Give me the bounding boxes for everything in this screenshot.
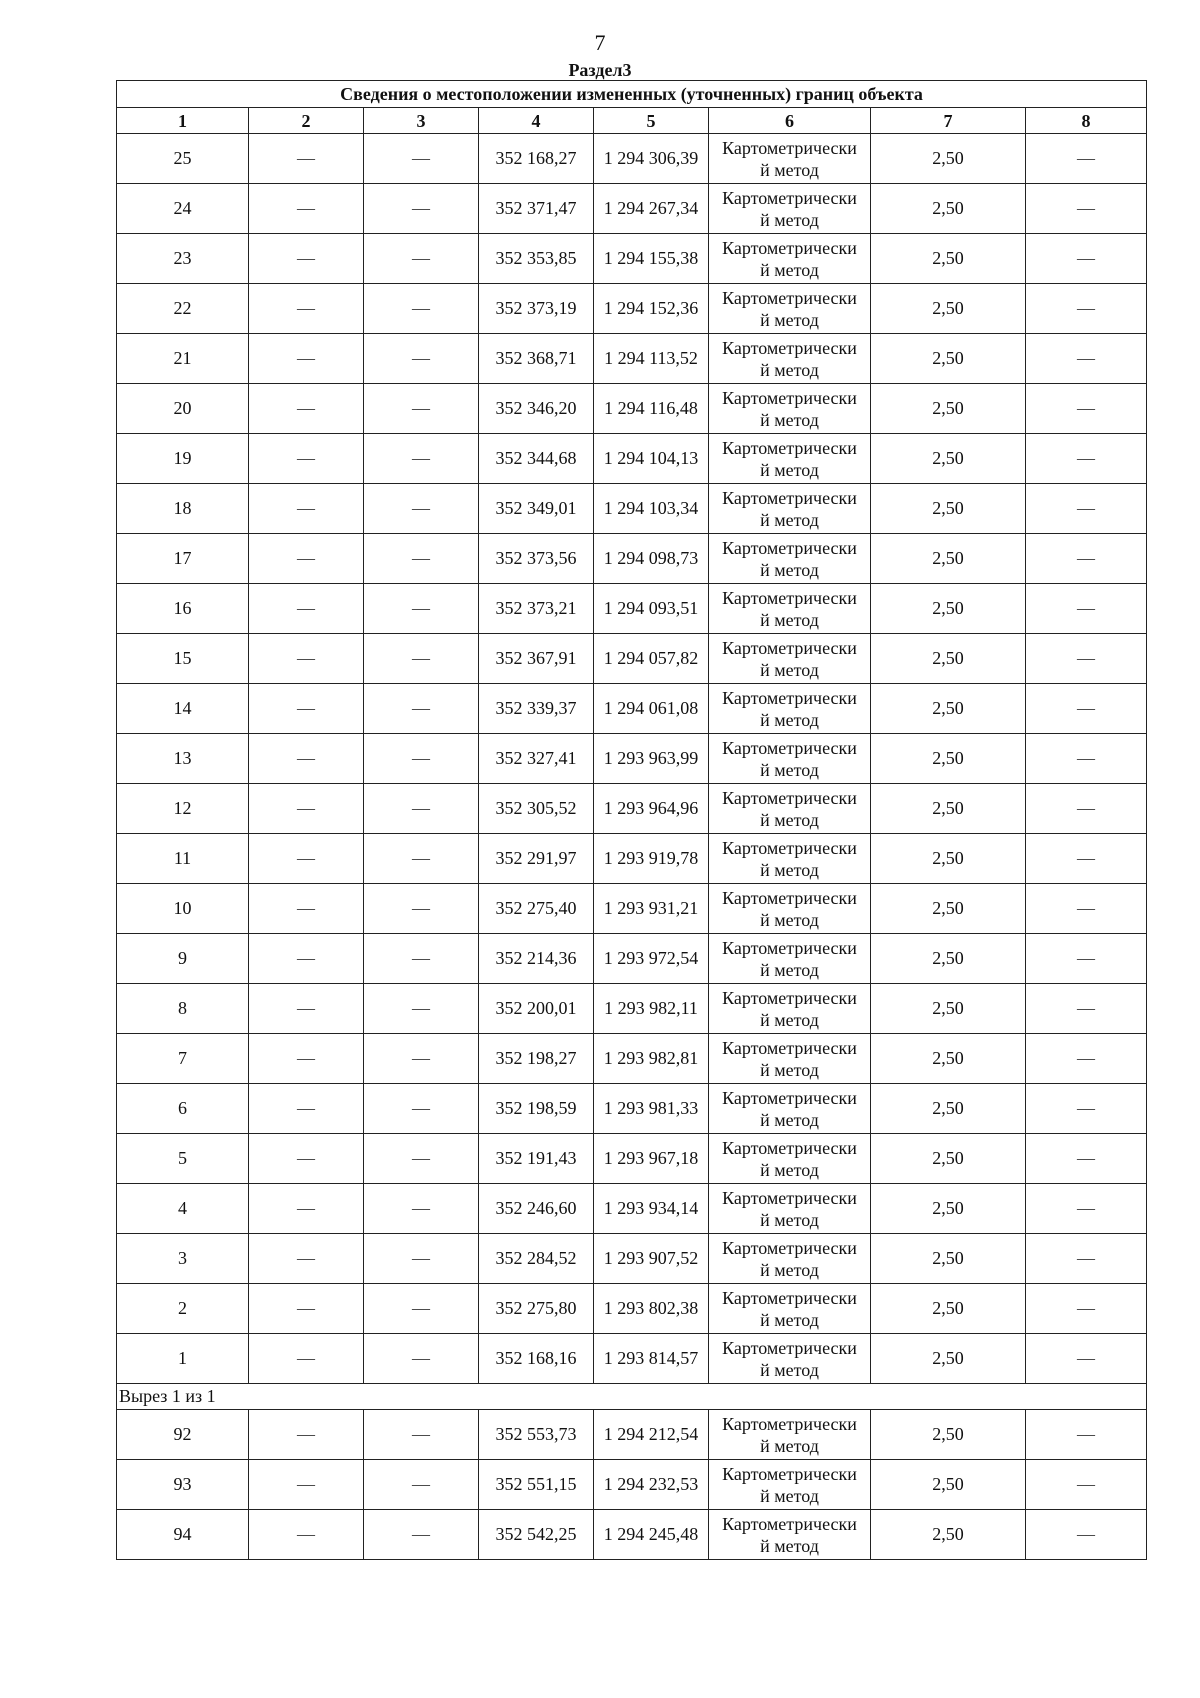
empty-dash-cell: — bbox=[1026, 1184, 1147, 1234]
method-cell bbox=[709, 1134, 871, 1184]
table-row bbox=[117, 834, 1147, 884]
point-number-cell: 16 bbox=[117, 584, 249, 634]
accuracy-cell: 2,50 bbox=[871, 134, 1026, 184]
column-header: 7 bbox=[871, 108, 1026, 134]
method-cell bbox=[709, 534, 871, 584]
empty-dash-cell: — bbox=[249, 1234, 364, 1284]
coordinate-y-cell: 1 294 306,39 bbox=[594, 134, 709, 184]
accuracy-cell: 2,50 bbox=[871, 1134, 1026, 1184]
table-row bbox=[117, 1034, 1147, 1084]
method-text: Картометрически й метод bbox=[722, 637, 857, 680]
empty-dash-cell: — bbox=[249, 1134, 364, 1184]
method-text: Картометрически й метод bbox=[722, 187, 857, 230]
empty-dash-cell: — bbox=[364, 1034, 479, 1084]
coordinate-x-cell: 352 373,21 bbox=[479, 584, 594, 634]
coordinate-x-cell: 352 191,43 bbox=[479, 1134, 594, 1184]
empty-dash-cell: — bbox=[249, 1410, 364, 1460]
column-header: 3 bbox=[364, 108, 479, 134]
method-cell bbox=[709, 784, 871, 834]
empty-dash-cell: — bbox=[249, 1284, 364, 1334]
method-text: Картометрически й метод bbox=[722, 737, 857, 780]
method-cell bbox=[709, 1510, 871, 1560]
empty-dash-cell: — bbox=[249, 284, 364, 334]
point-number-cell: 25 bbox=[117, 134, 249, 184]
accuracy-cell: 2,50 bbox=[871, 1334, 1026, 1384]
empty-dash-cell: — bbox=[364, 234, 479, 284]
method-cell bbox=[709, 434, 871, 484]
coordinate-y-cell: 1 294 093,51 bbox=[594, 584, 709, 634]
table-row bbox=[117, 1334, 1147, 1384]
empty-dash-cell: — bbox=[1026, 734, 1147, 784]
method-text: Картометрически й метод bbox=[722, 987, 857, 1030]
method-cell bbox=[709, 1284, 871, 1334]
coordinate-y-cell: 1 293 931,21 bbox=[594, 884, 709, 934]
empty-dash-cell: — bbox=[1026, 684, 1147, 734]
coordinate-y-cell: 1 293 802,38 bbox=[594, 1284, 709, 1334]
method-cell bbox=[709, 134, 871, 184]
method-cell bbox=[709, 584, 871, 634]
empty-dash-cell: — bbox=[1026, 1510, 1147, 1560]
method-text: Картометрически й метод bbox=[722, 587, 857, 630]
coordinate-x-cell: 352 305,52 bbox=[479, 784, 594, 834]
empty-dash-cell: — bbox=[1026, 984, 1147, 1034]
empty-dash-cell: — bbox=[364, 434, 479, 484]
page-number: 7 bbox=[594, 30, 606, 55]
empty-dash-cell: — bbox=[364, 284, 479, 334]
point-number-cell: 24 bbox=[117, 184, 249, 234]
empty-dash-cell: — bbox=[249, 434, 364, 484]
accuracy-cell: 2,50 bbox=[871, 984, 1026, 1034]
method-text: Картометрически й метод bbox=[722, 337, 857, 380]
empty-dash-cell: — bbox=[364, 1460, 479, 1510]
empty-dash-cell: — bbox=[1026, 184, 1147, 234]
empty-dash-cell: — bbox=[1026, 534, 1147, 584]
empty-dash-cell: — bbox=[249, 834, 364, 884]
coordinate-y-cell: 1 293 972,54 bbox=[594, 934, 709, 984]
method-text: Картометрически й метод bbox=[722, 1413, 857, 1456]
empty-dash-cell: — bbox=[1026, 834, 1147, 884]
method-text: Картометрически й метод bbox=[722, 837, 857, 880]
column-header: 4 bbox=[479, 108, 594, 134]
method-text: Картометрически й метод bbox=[722, 1237, 857, 1280]
table-row bbox=[117, 934, 1147, 984]
coordinates-table bbox=[116, 80, 1147, 1560]
method-cell bbox=[709, 734, 871, 784]
table-row bbox=[117, 534, 1147, 584]
method-cell bbox=[709, 1084, 871, 1134]
accuracy-cell: 2,50 bbox=[871, 184, 1026, 234]
method-text: Картометрически й метод bbox=[722, 1087, 857, 1130]
accuracy-cell: 2,50 bbox=[871, 284, 1026, 334]
accuracy-cell: 2,50 bbox=[871, 834, 1026, 884]
method-text: Картометрически й метод bbox=[722, 1037, 857, 1080]
accuracy-cell: 2,50 bbox=[871, 434, 1026, 484]
coordinate-y-cell: 1 294 061,08 bbox=[594, 684, 709, 734]
method-text: Картометрически й метод bbox=[722, 1463, 857, 1506]
method-cell bbox=[709, 1034, 871, 1084]
method-cell bbox=[709, 1410, 871, 1460]
point-number-cell: 1 bbox=[117, 1334, 249, 1384]
table-body bbox=[117, 81, 1147, 1560]
method-text: Картометрически й метод bbox=[722, 537, 857, 580]
method-text: Картометрически й метод bbox=[722, 787, 857, 830]
table-row bbox=[117, 334, 1147, 384]
method-text: Картометрически й метод bbox=[722, 937, 857, 980]
accuracy-cell: 2,50 bbox=[871, 584, 1026, 634]
empty-dash-cell: — bbox=[1026, 1084, 1147, 1134]
method-text: Картометрически й метод bbox=[722, 1187, 857, 1230]
empty-dash-cell: — bbox=[249, 1510, 364, 1560]
accuracy-cell: 2,50 bbox=[871, 684, 1026, 734]
table-row bbox=[117, 1134, 1147, 1184]
point-number-cell: 23 bbox=[117, 234, 249, 284]
empty-dash-cell: — bbox=[249, 884, 364, 934]
empty-dash-cell: — bbox=[249, 784, 364, 834]
coordinate-y-cell: 1 294 155,38 bbox=[594, 234, 709, 284]
table-row bbox=[117, 684, 1147, 734]
empty-dash-cell: — bbox=[1026, 134, 1147, 184]
coordinate-y-cell: 1 293 982,81 bbox=[594, 1034, 709, 1084]
coordinate-x-cell: 352 373,19 bbox=[479, 284, 594, 334]
coordinate-x-cell: 352 275,40 bbox=[479, 884, 594, 934]
empty-dash-cell: — bbox=[364, 1234, 479, 1284]
empty-dash-cell: — bbox=[1026, 384, 1147, 434]
column-header: 6 bbox=[709, 108, 871, 134]
coordinate-x-cell: 352 542,25 bbox=[479, 1510, 594, 1560]
table-caption-row bbox=[117, 81, 1147, 108]
method-cell bbox=[709, 834, 871, 884]
method-text: Картометрически й метод bbox=[722, 237, 857, 280]
empty-dash-cell: — bbox=[1026, 234, 1147, 284]
empty-dash-cell: — bbox=[249, 1034, 364, 1084]
empty-dash-cell: — bbox=[364, 1284, 479, 1334]
coordinate-y-cell: 1 293 967,18 bbox=[594, 1134, 709, 1184]
empty-dash-cell: — bbox=[364, 784, 479, 834]
table-row bbox=[117, 1460, 1147, 1510]
method-cell bbox=[709, 334, 871, 384]
method-text: Картометрически й метод bbox=[722, 687, 857, 730]
table-row bbox=[117, 1084, 1147, 1134]
coordinate-y-cell: 1 294 103,34 bbox=[594, 484, 709, 534]
empty-dash-cell: — bbox=[1026, 634, 1147, 684]
method-text: Картометрически й метод bbox=[722, 287, 857, 330]
method-cell bbox=[709, 884, 871, 934]
empty-dash-cell: — bbox=[364, 884, 479, 934]
empty-dash-cell: — bbox=[1026, 1134, 1147, 1184]
coordinate-x-cell: 352 349,01 bbox=[479, 484, 594, 534]
table-row bbox=[117, 284, 1147, 334]
coordinate-x-cell: 352 198,59 bbox=[479, 1084, 594, 1134]
empty-dash-cell: — bbox=[1026, 784, 1147, 834]
coordinate-y-cell: 1 293 982,11 bbox=[594, 984, 709, 1034]
point-number-cell: 12 bbox=[117, 784, 249, 834]
coordinate-x-cell: 352 339,37 bbox=[479, 684, 594, 734]
method-text: Картометрически й метод bbox=[722, 1137, 857, 1180]
point-number-cell: 11 bbox=[117, 834, 249, 884]
empty-dash-cell: — bbox=[364, 584, 479, 634]
empty-dash-cell: — bbox=[364, 1410, 479, 1460]
table-row bbox=[117, 434, 1147, 484]
empty-dash-cell: — bbox=[1026, 934, 1147, 984]
method-text: Картометрически й метод bbox=[722, 1337, 857, 1380]
table-row bbox=[117, 234, 1147, 284]
empty-dash-cell: — bbox=[1026, 1460, 1147, 1510]
method-cell bbox=[709, 634, 871, 684]
column-header: 2 bbox=[249, 108, 364, 134]
empty-dash-cell: — bbox=[1026, 1034, 1147, 1084]
method-cell bbox=[709, 1234, 871, 1284]
coordinate-y-cell: 1 294 267,34 bbox=[594, 184, 709, 234]
coordinate-y-cell: 1 293 919,78 bbox=[594, 834, 709, 884]
empty-dash-cell: — bbox=[249, 734, 364, 784]
coordinate-x-cell: 352 246,60 bbox=[479, 1184, 594, 1234]
empty-dash-cell: — bbox=[364, 1184, 479, 1234]
section-title: Раздел3 bbox=[568, 60, 632, 80]
point-number-cell: 17 bbox=[117, 534, 249, 584]
empty-dash-cell: — bbox=[249, 934, 364, 984]
coordinate-y-cell: 1 294 113,52 bbox=[594, 334, 709, 384]
accuracy-cell: 2,50 bbox=[871, 1460, 1026, 1510]
column-header-row bbox=[117, 108, 1147, 134]
empty-dash-cell: — bbox=[1026, 334, 1147, 384]
table-row bbox=[117, 1284, 1147, 1334]
empty-dash-cell: — bbox=[249, 634, 364, 684]
point-number-cell: 8 bbox=[117, 984, 249, 1034]
table-row bbox=[117, 1410, 1147, 1460]
empty-dash-cell: — bbox=[249, 134, 364, 184]
point-number-cell: 10 bbox=[117, 884, 249, 934]
accuracy-cell: 2,50 bbox=[871, 1410, 1026, 1460]
empty-dash-cell: — bbox=[364, 1510, 479, 1560]
point-number-cell: 5 bbox=[117, 1134, 249, 1184]
empty-dash-cell: — bbox=[1026, 484, 1147, 534]
coordinate-x-cell: 352 353,85 bbox=[479, 234, 594, 284]
table-row bbox=[117, 734, 1147, 784]
accuracy-cell: 2,50 bbox=[871, 384, 1026, 434]
accuracy-cell: 2,50 bbox=[871, 634, 1026, 684]
cutout-row bbox=[117, 1384, 1147, 1410]
point-number-cell: 6 bbox=[117, 1084, 249, 1134]
method-text: Картометрически й метод bbox=[722, 487, 857, 530]
coordinate-y-cell: 1 293 981,33 bbox=[594, 1084, 709, 1134]
method-cell bbox=[709, 284, 871, 334]
accuracy-cell: 2,50 bbox=[871, 484, 1026, 534]
coordinate-x-cell: 352 327,41 bbox=[479, 734, 594, 784]
empty-dash-cell: — bbox=[364, 1134, 479, 1184]
point-number-cell: 93 bbox=[117, 1460, 249, 1510]
method-text: Картометрически й метод bbox=[722, 137, 857, 180]
coordinate-x-cell: 352 200,01 bbox=[479, 984, 594, 1034]
coordinate-y-cell: 1 294 104,13 bbox=[594, 434, 709, 484]
coordinate-y-cell: 1 294 098,73 bbox=[594, 534, 709, 584]
empty-dash-cell: — bbox=[249, 234, 364, 284]
accuracy-cell: 2,50 bbox=[871, 1184, 1026, 1234]
method-text: Картометрически й метод bbox=[722, 887, 857, 930]
point-number-cell: 3 bbox=[117, 1234, 249, 1284]
table-row bbox=[117, 1184, 1147, 1234]
empty-dash-cell: — bbox=[364, 384, 479, 434]
accuracy-cell: 2,50 bbox=[871, 234, 1026, 284]
empty-dash-cell: — bbox=[249, 184, 364, 234]
empty-dash-cell: — bbox=[364, 1084, 479, 1134]
coordinate-x-cell: 352 551,15 bbox=[479, 1460, 594, 1510]
empty-dash-cell: — bbox=[249, 1334, 364, 1384]
coordinate-x-cell: 352 214,36 bbox=[479, 934, 594, 984]
empty-dash-cell: — bbox=[1026, 1334, 1147, 1384]
method-cell bbox=[709, 234, 871, 284]
empty-dash-cell: — bbox=[1026, 884, 1147, 934]
table-row bbox=[117, 484, 1147, 534]
coordinate-x-cell: 352 346,20 bbox=[479, 384, 594, 434]
coordinate-x-cell: 352 275,80 bbox=[479, 1284, 594, 1334]
empty-dash-cell: — bbox=[249, 1184, 364, 1234]
accuracy-cell: 2,50 bbox=[871, 534, 1026, 584]
coordinate-y-cell: 1 294 057,82 bbox=[594, 634, 709, 684]
table-row bbox=[117, 384, 1147, 434]
empty-dash-cell: — bbox=[364, 734, 479, 784]
table-row bbox=[117, 1234, 1147, 1284]
coordinate-y-cell: 1 293 907,52 bbox=[594, 1234, 709, 1284]
empty-dash-cell: — bbox=[249, 384, 364, 434]
point-number-cell: 13 bbox=[117, 734, 249, 784]
method-cell bbox=[709, 484, 871, 534]
point-number-cell: 94 bbox=[117, 1510, 249, 1560]
column-header: 5 bbox=[594, 108, 709, 134]
empty-dash-cell: — bbox=[1026, 1234, 1147, 1284]
coordinate-x-cell: 352 371,47 bbox=[479, 184, 594, 234]
coordinate-y-cell: 1 294 116,48 bbox=[594, 384, 709, 434]
coordinate-x-cell: 352 168,16 bbox=[479, 1334, 594, 1384]
accuracy-cell: 2,50 bbox=[871, 1234, 1026, 1284]
method-text: Картометрически й метод bbox=[722, 387, 857, 430]
point-number-cell: 15 bbox=[117, 634, 249, 684]
empty-dash-cell: — bbox=[249, 534, 364, 584]
empty-dash-cell: — bbox=[249, 334, 364, 384]
coordinate-x-cell: 352 284,52 bbox=[479, 1234, 594, 1284]
coordinate-y-cell: 1 294 152,36 bbox=[594, 284, 709, 334]
coordinate-y-cell: 1 293 814,57 bbox=[594, 1334, 709, 1384]
accuracy-cell: 2,50 bbox=[871, 1034, 1026, 1084]
point-number-cell: 4 bbox=[117, 1184, 249, 1234]
empty-dash-cell: — bbox=[1026, 1284, 1147, 1334]
empty-dash-cell: — bbox=[364, 334, 479, 384]
point-number-cell: 9 bbox=[117, 934, 249, 984]
empty-dash-cell: — bbox=[364, 684, 479, 734]
cutout-label: Вырез 1 из 1 bbox=[117, 1384, 1147, 1410]
coordinate-x-cell: 352 344,68 bbox=[479, 434, 594, 484]
method-text: Картометрически й метод bbox=[722, 437, 857, 480]
coordinate-x-cell: 352 367,91 bbox=[479, 634, 594, 684]
empty-dash-cell: — bbox=[249, 584, 364, 634]
coordinate-x-cell: 352 553,73 bbox=[479, 1410, 594, 1460]
empty-dash-cell: — bbox=[364, 934, 479, 984]
coordinate-x-cell: 352 198,27 bbox=[479, 1034, 594, 1084]
point-number-cell: 92 bbox=[117, 1410, 249, 1460]
empty-dash-cell: — bbox=[249, 484, 364, 534]
empty-dash-cell: — bbox=[364, 834, 479, 884]
empty-dash-cell: — bbox=[249, 684, 364, 734]
accuracy-cell: 2,50 bbox=[871, 884, 1026, 934]
empty-dash-cell: — bbox=[1026, 284, 1147, 334]
point-number-cell: 18 bbox=[117, 484, 249, 534]
empty-dash-cell: — bbox=[249, 1084, 364, 1134]
point-number-cell: 20 bbox=[117, 384, 249, 434]
column-header: 8 bbox=[1026, 108, 1147, 134]
table-row bbox=[117, 584, 1147, 634]
table-row bbox=[117, 884, 1147, 934]
accuracy-cell: 2,50 bbox=[871, 1084, 1026, 1134]
method-cell bbox=[709, 984, 871, 1034]
coordinate-y-cell: 1 293 963,99 bbox=[594, 734, 709, 784]
accuracy-cell: 2,50 bbox=[871, 1510, 1026, 1560]
accuracy-cell: 2,50 bbox=[871, 334, 1026, 384]
table-caption: Сведения о местоположении измененных (уточненных) границ объекта bbox=[117, 81, 1147, 108]
method-cell bbox=[709, 384, 871, 434]
coordinate-x-cell: 352 373,56 bbox=[479, 534, 594, 584]
empty-dash-cell: — bbox=[249, 984, 364, 1034]
method-cell bbox=[709, 684, 871, 734]
point-number-cell: 14 bbox=[117, 684, 249, 734]
coordinate-x-cell: 352 168,27 bbox=[479, 134, 594, 184]
column-header: 1 bbox=[117, 108, 249, 134]
empty-dash-cell: — bbox=[364, 984, 479, 1034]
coordinate-y-cell: 1 294 245,48 bbox=[594, 1510, 709, 1560]
empty-dash-cell: — bbox=[1026, 584, 1147, 634]
empty-dash-cell: — bbox=[364, 634, 479, 684]
point-number-cell: 2 bbox=[117, 1284, 249, 1334]
coordinate-y-cell: 1 294 232,53 bbox=[594, 1460, 709, 1510]
coordinate-y-cell: 1 293 964,96 bbox=[594, 784, 709, 834]
point-number-cell: 21 bbox=[117, 334, 249, 384]
table-row bbox=[117, 134, 1147, 184]
table-row bbox=[117, 784, 1147, 834]
point-number-cell: 22 bbox=[117, 284, 249, 334]
method-cell bbox=[709, 1460, 871, 1510]
accuracy-cell: 2,50 bbox=[871, 784, 1026, 834]
empty-dash-cell: — bbox=[364, 1334, 479, 1384]
method-cell bbox=[709, 184, 871, 234]
accuracy-cell: 2,50 bbox=[871, 734, 1026, 784]
method-cell bbox=[709, 1184, 871, 1234]
point-number-cell: 7 bbox=[117, 1034, 249, 1084]
empty-dash-cell: — bbox=[1026, 1410, 1147, 1460]
accuracy-cell: 2,50 bbox=[871, 934, 1026, 984]
method-cell bbox=[709, 934, 871, 984]
method-text: Картометрически й метод bbox=[722, 1513, 857, 1556]
table-row bbox=[117, 1510, 1147, 1560]
empty-dash-cell: — bbox=[364, 534, 479, 584]
empty-dash-cell: — bbox=[364, 134, 479, 184]
method-text: Картометрически й метод bbox=[722, 1287, 857, 1330]
coordinate-y-cell: 1 293 934,14 bbox=[594, 1184, 709, 1234]
accuracy-cell: 2,50 bbox=[871, 1284, 1026, 1334]
empty-dash-cell: — bbox=[364, 484, 479, 534]
table-row bbox=[117, 634, 1147, 684]
method-cell bbox=[709, 1334, 871, 1384]
point-number-cell: 19 bbox=[117, 434, 249, 484]
empty-dash-cell: — bbox=[1026, 434, 1147, 484]
table-row bbox=[117, 984, 1147, 1034]
empty-dash-cell: — bbox=[249, 1460, 364, 1510]
coordinate-x-cell: 352 368,71 bbox=[479, 334, 594, 384]
coordinate-x-cell: 352 291,97 bbox=[479, 834, 594, 884]
empty-dash-cell: — bbox=[364, 184, 479, 234]
table-row bbox=[117, 184, 1147, 234]
coordinate-y-cell: 1 294 212,54 bbox=[594, 1410, 709, 1460]
